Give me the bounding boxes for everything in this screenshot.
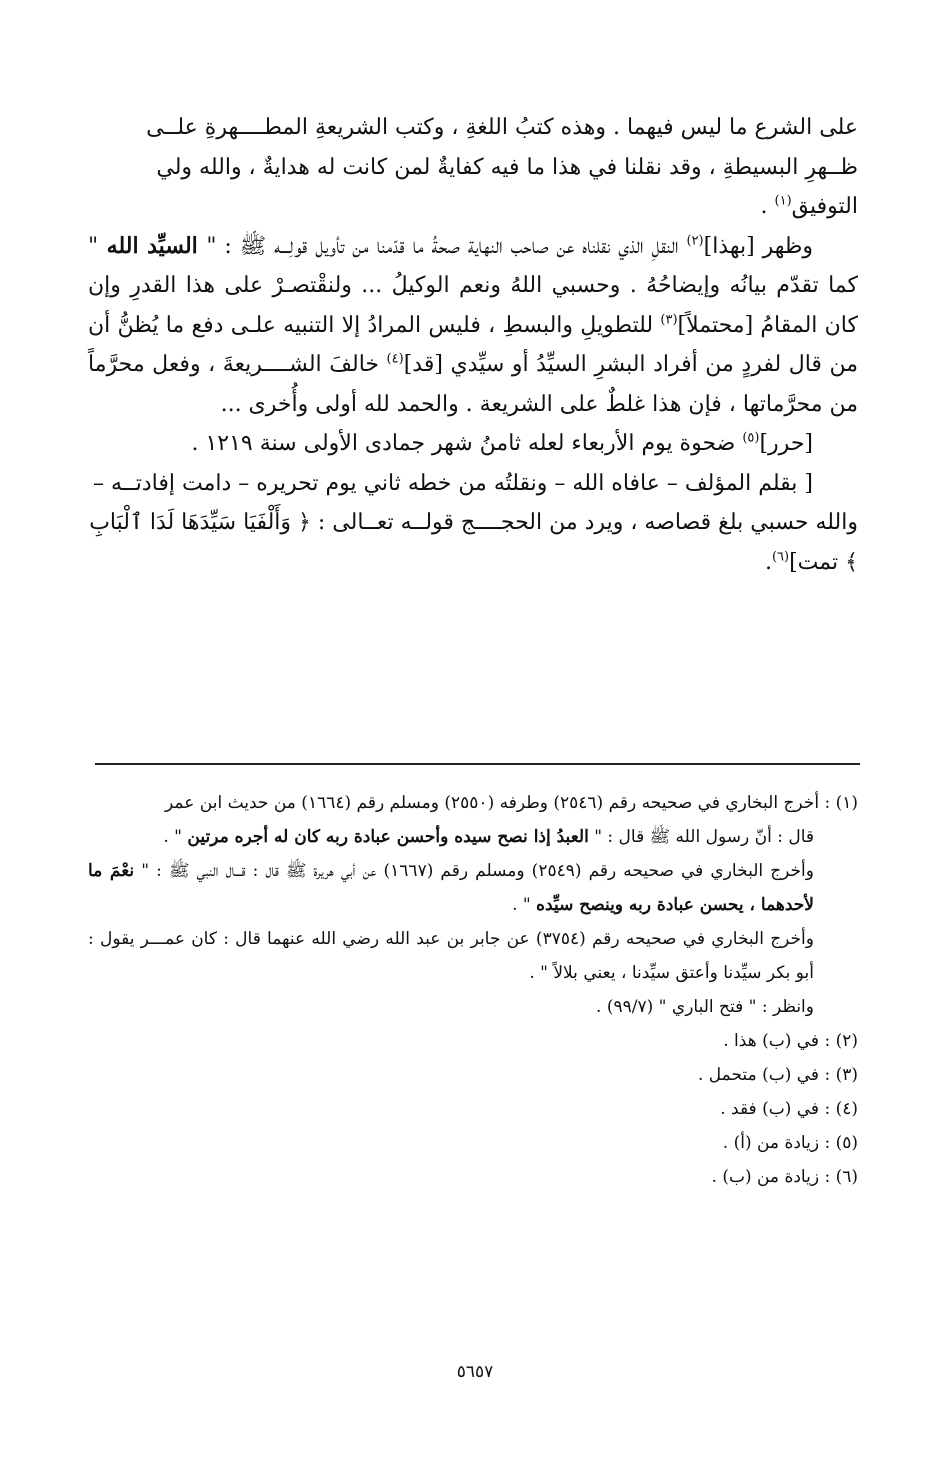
paragraph-4 bbox=[88, 464, 858, 583]
footnote-1 bbox=[88, 786, 858, 820]
paragraph-4-end: . bbox=[764, 549, 772, 575]
paragraph-2-text-d: للتطويلِ والبسطِ ، فليس المرادُ إلا التنبيه علـى دفع ما يُظنُّ أن من قال لفردٍ من أفراد البشرِ السيِّدُ أو سيِّدي [قد] bbox=[88, 312, 858, 377]
footnote-1-para-4: وانظر : " فتح الباري " (٩٩/٧) . bbox=[596, 997, 814, 1017]
footnote-1-para-2-bold: نعْمَ ما لأحدهما ، يحسن عبادة ربه وينصح سيِّده bbox=[88, 861, 814, 915]
footnote-1-para-2 bbox=[88, 854, 858, 922]
footnote-6: (٦) : زيادة من (ب) . bbox=[711, 1167, 858, 1187]
paragraph-3-text-a: [حرر] bbox=[759, 431, 813, 456]
paragraph-1-text: على الشرع ما ليس فيهما . وهذه كتبُ اللغةِ ، وكتب الشريعةِ المطــــهرةِ علــى ظــهرِ البسيطةِ ، وقد نقلنا في هذا ما فيه كفايةٌ لمن كانت له هدايةٌ ، والله ولي التوفيق bbox=[146, 115, 858, 219]
footnote-ref-2[interactable]: (٢) bbox=[686, 233, 704, 249]
paragraph-1-end: . bbox=[760, 194, 775, 219]
paragraph-2-text-c: " كما تقدّم بيانُه وإيضاحُهُ . وحسبي اللهُ ونعم الوكيلُ ... ولنقْتصـرْ على هذا القدرِ وإن كان المقامُ [محتملاً] bbox=[88, 233, 858, 338]
footnote-ref-4[interactable]: (٤) bbox=[386, 351, 404, 367]
footnote-2: (٢) : في (ب) هذا . bbox=[723, 1031, 858, 1051]
paragraph-1 bbox=[88, 108, 858, 227]
footnote-1-line-1: (١) : أخرج البخاري في صحيحه رقم (٢٥٤٦) وطرفه (٢٥٥٠) ومسلم رقم (١٦٦٤) من حديث ابن عمر bbox=[165, 793, 858, 813]
footnote-1-para-2-a: وأخرج البخاري في صحيحه رقم (٢٥٤٩) ومسلم رقم (١٦٦٧) عن أبي هريرة ﷺ قال : قـــال النبي ﷺ : " bbox=[134, 861, 814, 881]
footnote-ref-1[interactable]: (١) bbox=[774, 193, 792, 209]
footnote-1-line-2-a: قال : أنّ رسول الله ﷺ قال : " bbox=[588, 827, 814, 847]
footnote-1-hadith-bold: العبدُ إذا نصح سيده وأحسن عبادة ربه كان له أجره مرتين bbox=[187, 827, 589, 847]
footnote-ref-3[interactable]: (٣) bbox=[660, 312, 678, 328]
paragraph-2 bbox=[88, 227, 858, 425]
footnote-ref-5[interactable]: (٥) bbox=[742, 430, 760, 446]
paragraph-2-text-e: خالفَ الشــــريعةَ ، وفعل محرَّماً من محرَّماتها ، فإن هذا غلطٌ على الشريعة . والحمد لله أولى وأُخرى ... bbox=[88, 352, 858, 417]
footnote-1-line-2-b: " . bbox=[163, 827, 188, 847]
footnote-ref-6[interactable]: (٦) bbox=[771, 549, 790, 565]
hadith-quote-bold: السيِّد الله bbox=[98, 232, 207, 259]
footnote-4: (٤) : في (ب) فقد . bbox=[720, 1099, 858, 1119]
paragraph-3-text-b: ضحوة يوم الأربعاء لعله ثامنُ شهر جمادى الأولى سنة ١٢١٩ . bbox=[191, 431, 743, 456]
paragraph-2-text-a: وظهر [بهذا] bbox=[703, 233, 814, 259]
footnote-divider bbox=[95, 763, 860, 765]
footnote-1-para-3: وأخرج البخاري في صحيحه رقم (٣٧٥٤) عن جابر بن عبد الله رضي الله عنهما قال : كان عمـــر يقول : أبو بكر سيِّدنا وأعتق سيِّدنا ، يعني بلالاً " . bbox=[88, 929, 814, 983]
footnotes bbox=[88, 786, 858, 1194]
page-number: ٥٦٥٧ bbox=[456, 1362, 494, 1382]
footnote-3: (٣) : في (ب) متحمل . bbox=[697, 1065, 858, 1085]
footnote-5: (٥) : زيادة من (أ) . bbox=[722, 1133, 858, 1153]
footnote-1-line-2 bbox=[88, 820, 858, 854]
footnote-1-para-2-b: " . bbox=[512, 895, 537, 915]
paragraph-2-text-b: النقلِ الذي نقلناه عن صاحب النهاية صحةُ ما قدّمنا من تأويل قولِـــه ﷺ : " bbox=[206, 233, 687, 259]
paragraph-4-text: [ بقلم المؤلف – عافاه الله – ونقلتُه من خطه ثاني يوم تحريره – دامت إفادتــه – والله حسبي بلغ قصاصه ، ويرد من الحجــــج قولــه تعــالى : ﴿ وَأَلْفَيَا سَيِّدَهَا لَدَا ٱلْبَابِ ﴾ تمت] bbox=[89, 470, 858, 575]
main-text bbox=[88, 108, 858, 582]
paragraph-3 bbox=[88, 424, 858, 464]
